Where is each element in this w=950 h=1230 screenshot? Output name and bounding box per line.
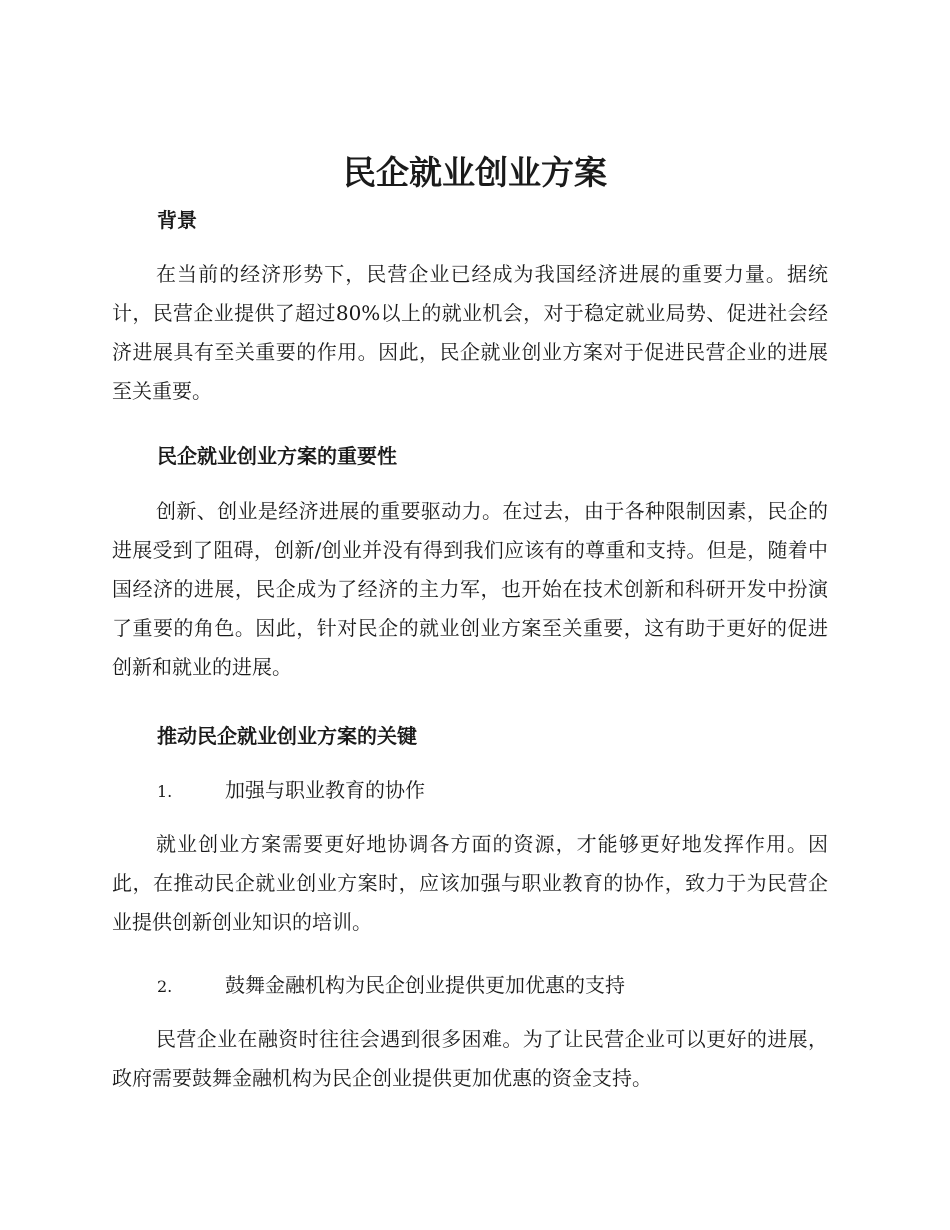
paragraph-importance: 创新、创业是经济进展的重要驱动力。在过去，由于各种限制因素，民企的进展受到了阻碍，创新/创业并没有得到我们应该有的尊重和支持。但是，随着中国经济的进展，民企成为了经济的主力军，也开始在技术创新和科研开发中扮演了重要的角色。因此，针对民企的就业创业方案至关重要，这有助于更好的促进创新和就业的进展。 <box>112 499 828 679</box>
paragraph-item-1: 就业创业方案需要更好地协调各方面的资源，才能够更好地发挥作用。因此，在推动民企就业创业方案时，应该加强与职业教育的协作，致力于为民营企业提供创新创业知识的培训。 <box>112 832 828 934</box>
paragraph-background: 在当前的经济形势下，民营企业已经成为我国经济进展的重要力量。据统计，民营企业提供了超过80%以上的就业机会，对于稳定就业局势、促进社会经济进展具有至关重要的作用。因此，民企就业创业方案对于促进民营企业的进展至关重要。 <box>112 262 828 403</box>
list-item-2 <box>157 971 625 1001</box>
list-item-2-number: 2. <box>157 977 173 996</box>
document-title: 民企就业创业方案 <box>343 153 607 192</box>
list-item-2-title: 鼓舞金融机构为民企创业提供更加优惠的支持 <box>225 973 625 997</box>
paragraph-item-2: 民营企业在融资时往往会遇到很多困难。为了让民营企业可以更好的进展，政府需要鼓舞金融机构为民企创业提供更加优惠的资金支持。 <box>112 1027 828 1090</box>
section-heading-background: 背景 <box>157 208 197 232</box>
section-heading-key: 推动民企就业创业方案的关键 <box>157 724 417 748</box>
list-item-1-number: 1. <box>157 782 173 801</box>
list-item-1-title: 加强与职业教育的协作 <box>225 778 425 802</box>
list-item-1 <box>157 776 425 806</box>
section-heading-importance: 民企就业创业方案的重要性 <box>157 444 397 468</box>
